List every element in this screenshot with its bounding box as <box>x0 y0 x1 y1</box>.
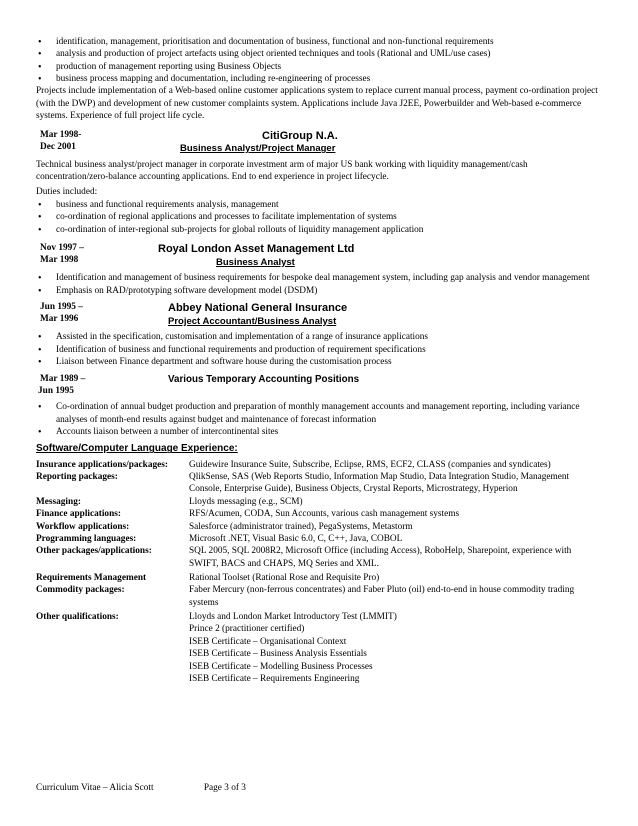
company-name: Various Temporary Accounting Positions <box>168 374 360 386</box>
list-item: • Liaison between Finance department and software house during the customisation process <box>36 356 602 368</box>
footer-name: Curriculum Vitae – Alicia Scott <box>36 783 154 793</box>
job-header <box>158 242 602 269</box>
job-royal-london <box>36 242 602 269</box>
skill-label: Finance applications: <box>36 509 121 520</box>
job-dates <box>36 301 158 325</box>
citigroup-bullets <box>36 199 602 236</box>
date-end: Dec 2001 <box>40 141 76 152</box>
skill-row <box>36 471 602 496</box>
company-name: CitiGroup N.A. <box>262 129 338 142</box>
company-name: Abbey National General Insurance <box>168 301 348 314</box>
job-citigroup <box>36 129 602 156</box>
job-role: Business Analyst <box>216 256 295 268</box>
skill-label: Insurance applications/packages: <box>36 459 168 470</box>
list-item: • business and functional requirements analysis, management <box>36 199 602 211</box>
skill-label: Commodity packages: <box>36 585 125 596</box>
skill-value: RFS/Acumen, CODA, Sun Accounts, various cash management systems <box>189 509 460 520</box>
duties-label: Duties included: <box>36 187 98 198</box>
job-role: Business Analyst/Project Manager <box>180 143 336 155</box>
qualification-item: Prince 2 (practitioner certified) <box>189 624 305 635</box>
skill-label: Reporting packages: <box>36 472 118 483</box>
date-start: Mar 1989 – <box>40 374 86 385</box>
skill-value: Faber Mercury (non-ferrous concentrates) and Faber Pluto (oil) end-to-end in house commodity trading systems <box>189 585 575 608</box>
qualifications-row <box>36 611 602 685</box>
job-various <box>36 373 602 397</box>
skill-label: Workflow applications: <box>36 521 130 532</box>
date-start: Jun 1995 – <box>40 301 83 312</box>
skill-value: QlikSense, SAS (Web Reports Studio, Information Map Studio, Data Integration Studio, Management Console, Enterprise Guide), Business Objects, Crystal Reports, Microstrategy, Hyperion <box>189 472 570 495</box>
list-item: • analysis and production of project artefacts using object oriented techniques and tools (Rational and UML/use cases) <box>36 48 602 60</box>
list-item: • Accounts liaison between a number of intercontinental sites <box>36 426 602 438</box>
list-item: • Identification and management of business requirements for bespoke deal management system, including gap analysis and vendor management <box>36 272 602 284</box>
projects-paragraph: Projects include implementation of a Web-based online customer applications system to replace current manual process, payment co-ordination project (with the DWP) and development of new customer complaints system. Applications include Java J2EE, Powerbuilder and Web-based e-commerce systems. Experience of full project life cycle. <box>36 86 598 122</box>
skill-row <box>36 496 602 508</box>
list-item: • Identification of business and functional requirements and production of requirement specifications <box>36 344 602 356</box>
list-item: • Co-ordination of annual budget production and preparation of monthly management accounts and management reporting, including variance analyses of month-end results against budget and maintenance of forecast information <box>36 401 602 426</box>
date-end: Mar 1996 <box>40 313 79 324</box>
list-item: • Assisted in the specification, customisation and implementation of a range of insurance applications <box>36 331 602 343</box>
skill-row <box>36 584 602 609</box>
qualifications-list <box>189 611 602 685</box>
company-name: Royal London Asset Management Ltd <box>158 242 355 255</box>
skills-heading: Software/Computer Language Experience: <box>36 443 238 455</box>
job-dates <box>36 373 158 397</box>
skill-label: Programming languages: <box>36 533 137 544</box>
job-description: Technical business analyst/project manager in corporate investment arm of major US bank working with liquidity management/cash concentration/zero-balance accounting applications. End to end experience in project lifecycle. <box>36 159 528 183</box>
royal-london-bullets <box>36 272 602 297</box>
various-bullets <box>36 401 602 438</box>
list-item: • business process mapping and documentation, including re-engineering of processes <box>36 73 602 85</box>
skill-value: Lloyds messaging (e.g., SCM) <box>189 496 303 507</box>
qualification-item: Lloyds and London Market Introductory Test (LMMIT) <box>189 612 397 623</box>
job-header <box>158 301 602 328</box>
job-role: Project Accountant/Business Analyst <box>168 315 337 327</box>
footer-page-number: Page 3 of 3 <box>203 783 246 793</box>
skill-row <box>36 508 602 520</box>
skills-table <box>36 459 602 685</box>
list-item: • identification, management, prioritisation and documentation of business, functional and non-functional requirements <box>36 36 602 48</box>
job-dates <box>36 242 158 266</box>
list-item: • co-ordination of inter-regional sub-projects for global rollouts of liquidity management application <box>36 224 602 236</box>
skill-label: Other packages/applications: <box>36 546 152 557</box>
list-item: • production of management reporting using Business Objects <box>36 61 602 73</box>
list-item: • co-ordination of regional applications and processes to facilitate implementation of systems <box>36 211 602 223</box>
skill-row <box>36 533 602 545</box>
skill-label: Messaging: <box>36 496 81 507</box>
skill-row <box>36 459 602 471</box>
job-dates <box>36 129 158 153</box>
job-abbey-national <box>36 301 602 328</box>
date-start: Nov 1997 – <box>40 242 84 253</box>
date-end: Jun 1995 <box>38 386 74 397</box>
top-bullet-list <box>36 36 602 85</box>
qualifications-label: Other qualifications: <box>36 612 119 623</box>
qualification-item: ISEB Certificate – Organisational Context <box>189 636 347 647</box>
skill-row <box>36 572 602 584</box>
skill-value: SQL 2005, SQL 2008R2, Microsoft Office (including Access), RoboHelp, Sharepoint, experience with SWIFT, BACS and CHAPS, MQ Series and XML. <box>189 546 572 569</box>
skill-value: Rational Toolset (Rational Rose and Requisite Pro) <box>189 572 380 583</box>
qualification-item: ISEB Certificate – Modelling Business Processes <box>189 661 373 672</box>
skill-row <box>36 545 602 570</box>
date-start: Mar 1998- <box>40 129 82 140</box>
skill-value: Salesforce (administrator trained), PegaSystems, Metastorm <box>189 521 413 532</box>
skill-value: Guidewire Insurance Suite, Subscribe, Eclipse, RMS, ECF2, CLASS (companies and syndicates) <box>189 459 551 470</box>
job-header <box>158 373 602 386</box>
abbey-bullets <box>36 331 602 368</box>
job-header <box>158 129 602 156</box>
list-item: • Emphasis on RAD/prototyping software development model (DSDM) <box>36 285 602 297</box>
skill-row <box>36 521 602 533</box>
skill-value: Microsoft .NET, Visual Basic 6.0, C, C++, Java, COBOL <box>189 533 403 544</box>
skill-label: Requirements Management <box>36 572 147 583</box>
cv-page <box>36 36 602 685</box>
date-end: Mar 1998 <box>40 255 79 265</box>
qualification-item: ISEB Certificate – Business Analysis Essentials <box>189 649 367 660</box>
qualification-item: ISEB Certificate – Requirements Engineering <box>189 673 360 684</box>
page-footer <box>36 782 294 794</box>
